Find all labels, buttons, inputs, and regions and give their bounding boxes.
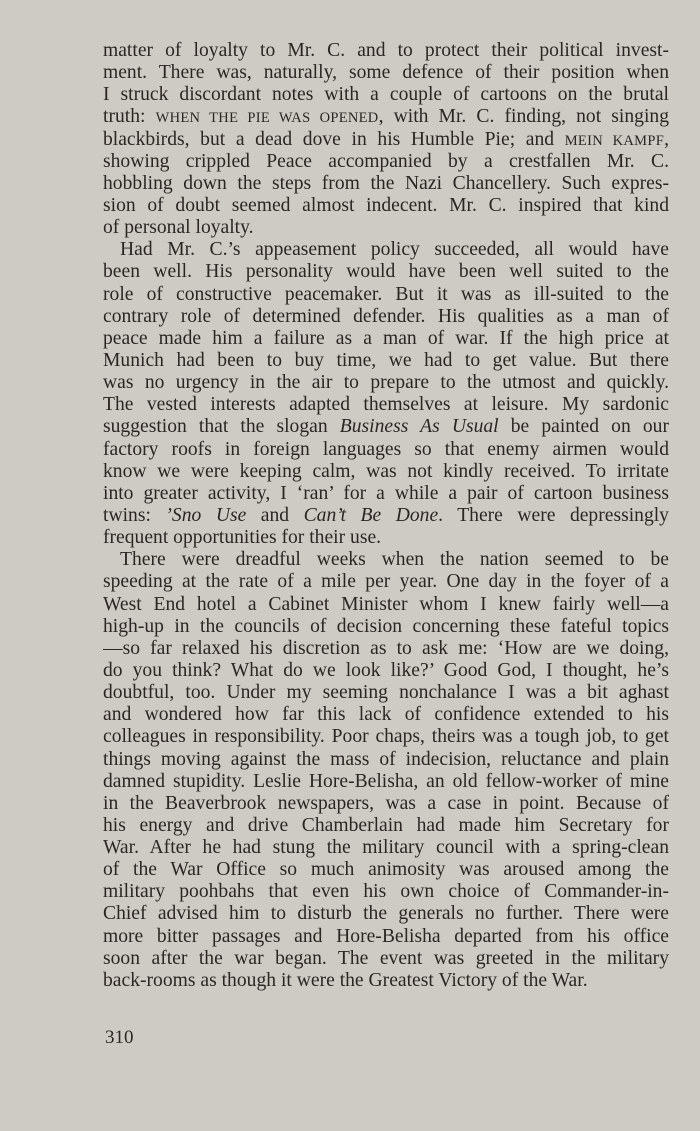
text-line [103, 40, 669, 62]
italic-text: Business As Usual [339, 416, 499, 438]
text-line [103, 549, 669, 571]
text-line [103, 372, 669, 394]
text-segment: in the Beaverbrook newspapers, was a case in point. Because of [103, 792, 669, 814]
text-line [103, 416, 669, 438]
text-segment: know we were keeping calm, was not kindly received. To irritate [103, 460, 669, 482]
text-segment: twins: [103, 504, 166, 526]
text-line [103, 771, 669, 793]
text-segment: more bitter passages and Hore-Belisha departed from his office [103, 925, 669, 947]
small-caps-title: MEIN KAMPF [564, 132, 665, 149]
text-segment: ment. There was, naturally, some defence of their position when [103, 62, 669, 84]
text-segment: do you think? What do we look like?’ Good God, I thought, he’s [103, 659, 669, 681]
text-line [103, 461, 669, 483]
text-line [103, 328, 669, 350]
text-segment: War. After he had stung the military council with a spring-clean [103, 837, 669, 859]
text-segment: his energy and drive Chamberlain had made him Secretary for [103, 814, 669, 836]
text-segment: . There were depressingly [438, 504, 669, 526]
text-line [103, 815, 669, 837]
text-segment: doubtful, too. Under my seeming nonchalance I was a bit aghast [103, 682, 669, 704]
text-line [103, 394, 669, 416]
text-segment: and wondered how far this lack of confidence extended to his [103, 704, 669, 726]
text-line [103, 859, 669, 881]
text-line [103, 970, 669, 992]
text-line [103, 926, 669, 948]
text-line [103, 217, 669, 239]
text-line [103, 793, 669, 815]
text-segment: There were dreadful weeks when the nation seemed to be [120, 549, 669, 571]
text-segment: colleagues in responsibility. Poor chaps, theirs was a tough job, to get [103, 726, 669, 748]
text-line [103, 571, 669, 593]
text-segment: sion of doubt seemed almost indecent. Mr. C. inspired that kind [103, 194, 669, 216]
text-line [103, 638, 669, 660]
text-line [103, 505, 669, 527]
text-line [103, 948, 669, 970]
text-line [103, 704, 669, 726]
text-line [103, 527, 669, 549]
text-line [103, 483, 669, 505]
page-body-text [103, 40, 669, 992]
text-segment: factory roofs in foreign languages so that enemy airmen would [103, 438, 669, 460]
text-segment: of the War Office so much animosity was aroused among the [103, 859, 669, 881]
small-caps-title: WHEN THE PIE WAS OPENED [155, 110, 379, 127]
page-number: 310 [105, 1027, 134, 1048]
text-line [103, 306, 669, 328]
text-line [103, 84, 669, 106]
text-line [103, 594, 669, 616]
text-line [103, 749, 669, 771]
text-line [103, 837, 669, 859]
text-segment: things moving against the mass of indecision, reluctance and plain [103, 748, 669, 770]
text-segment: blackbirds, but a dead dove in his Humble Pie; and [103, 128, 565, 150]
text-line [103, 129, 669, 151]
text-segment: soon after the war began. The event was greeted in the military [103, 947, 669, 969]
text-line [103, 903, 669, 925]
text-segment: truth: [103, 106, 156, 128]
text-segment: into greater activity, I ‘ran’ for a while a pair of cartoon business [103, 482, 669, 504]
text-segment: was no urgency in the air to prepare to the utmost and quickly. [103, 372, 669, 394]
text-segment: of personal loyalty. [103, 217, 254, 239]
text-line [103, 682, 669, 704]
paragraph [103, 40, 669, 239]
text-segment: be painted on our [498, 416, 669, 438]
text-segment: Had Mr. C.’s appeasement policy succeeded, all would have [120, 239, 669, 261]
text-line [103, 195, 669, 217]
text-segment: Chief advised him to disturb the generals no further. There were [103, 903, 669, 925]
text-segment: West End hotel a Cabinet Minister whom I knew fairly well—a [103, 593, 669, 615]
text-line [103, 151, 669, 173]
text-segment: matter of loyalty to Mr. C. and to protect their political invest- [103, 40, 669, 61]
text-segment: back-rooms as though it were the Greatest Victory of the War. [103, 969, 588, 991]
text-segment: military poohbahs that even his own choice of Commander-in- [103, 881, 669, 903]
text-line [103, 106, 669, 128]
text-line [103, 261, 669, 283]
text-line [103, 881, 669, 903]
text-segment: and [246, 504, 304, 526]
text-segment: showing crippled Peace accompanied by a crestfallen Mr. C. [103, 150, 669, 172]
text-line [103, 660, 669, 682]
text-segment: high-up in the councils of decision concerning these fateful topics [103, 615, 669, 637]
text-line [103, 173, 669, 195]
paragraph [103, 239, 669, 549]
text-segment: been well. His personality would have been well suited to the [103, 261, 669, 283]
text-segment: frequent opportunities for their use. [103, 527, 382, 549]
text-segment: , with Mr. C. finding, not singing [378, 106, 669, 128]
text-segment: speeding at the rate of a mile per year. One day in the foyer of a [103, 571, 669, 593]
text-segment: peace made him a failure as a man of war. If the high price at [103, 327, 669, 349]
paragraph [103, 549, 669, 992]
text-segment: —so far relaxed his discretion as to ask me: ‘How are we doing, [103, 637, 669, 659]
text-segment: role of constructive peacemaker. But it was as ill-suited to the [103, 283, 669, 305]
text-segment: Munich had been to buy time, we had to get value. But there [103, 349, 669, 371]
text-segment: hobbling down the steps from the Nazi Chancellery. Such expres- [103, 172, 669, 194]
text-segment: suggestion that the slogan [103, 416, 340, 438]
text-line [103, 284, 669, 306]
text-line [103, 62, 669, 84]
text-segment: damned stupidity. Leslie Hore-Belisha, an old fellow-worker of mine [103, 770, 669, 792]
text-segment: contrary role of determined defender. His qualities as a man of [103, 305, 669, 327]
text-line [103, 726, 669, 748]
text-line [103, 350, 669, 372]
text-segment: , [664, 128, 669, 150]
text-line [103, 439, 669, 461]
text-segment: I struck discordant notes with a couple of cartoons on the brutal [103, 84, 669, 106]
text-segment: The vested interests adapted themselves at leisure. My sardonic [103, 394, 669, 416]
text-line [103, 616, 669, 638]
italic-text: Can’t Be Done [303, 504, 439, 526]
italic-text: ’Sno Use [165, 504, 247, 526]
text-line [103, 239, 669, 261]
